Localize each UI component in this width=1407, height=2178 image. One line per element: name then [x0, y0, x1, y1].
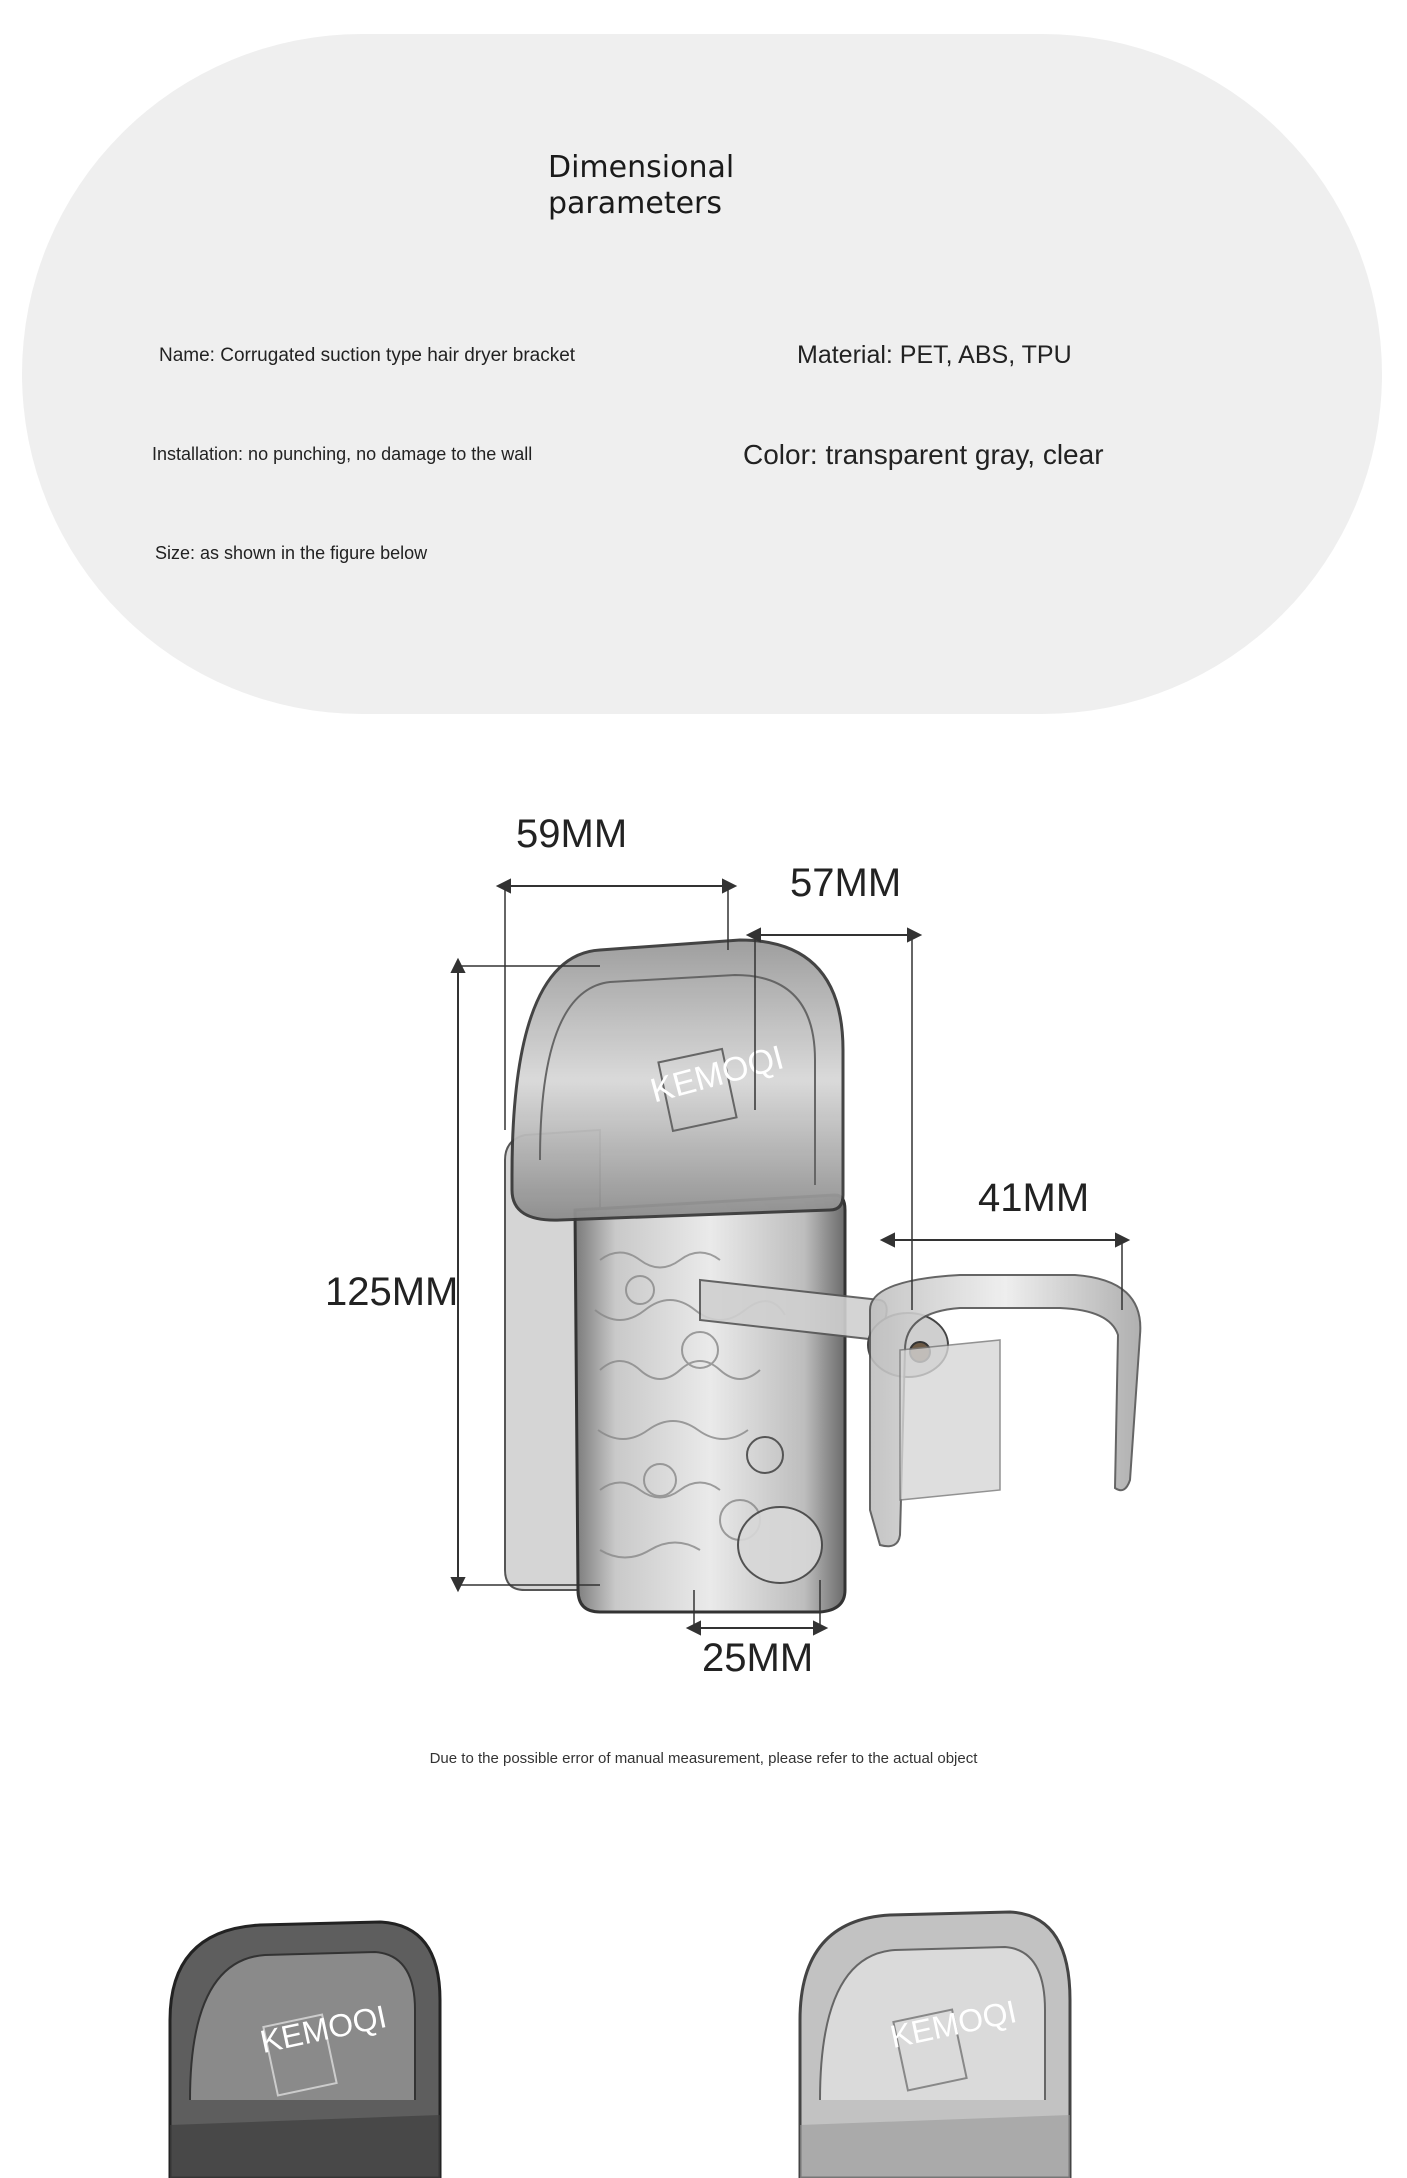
param-color: Color: transparent gray, clear: [743, 439, 1104, 470]
param-installation: Installation: no punching, no damage to the wall: [152, 444, 533, 464]
parameters-card: [22, 34, 1382, 714]
brand-logo: KEMOQI: [646, 1038, 788, 1111]
brand-logo-right: KEMOQI: [886, 1993, 1020, 2055]
param-size: Size: as shown in the figure below: [155, 543, 428, 563]
param-name: Name: Corrugated suction type hair dryer bracket: [159, 345, 576, 366]
measurement-note: Due to the possible error of manual measurement, please refer to the actual object: [429, 1750, 978, 1767]
dimension-width-label: 59MM: [516, 812, 628, 856]
dimension-base-label: 25MM: [702, 1636, 814, 1680]
parameters-title: Dimensional parameters: [548, 150, 735, 221]
product-photo-dark: [150, 1900, 590, 2178]
brand-logo-left: KEMOQI: [256, 1998, 390, 2060]
param-material: Material: PET, ABS, TPU: [797, 341, 1072, 369]
product-photo-clear: [780, 1900, 1220, 2178]
product-illustration: [0, 790, 1407, 1690]
dimension-depth-label: 57MM: [790, 861, 902, 905]
dimension-holder-label: 41MM: [978, 1176, 1090, 1220]
dimension-diagram: [0, 790, 1407, 1690]
dimension-height-label: 125MM: [325, 1270, 459, 1314]
